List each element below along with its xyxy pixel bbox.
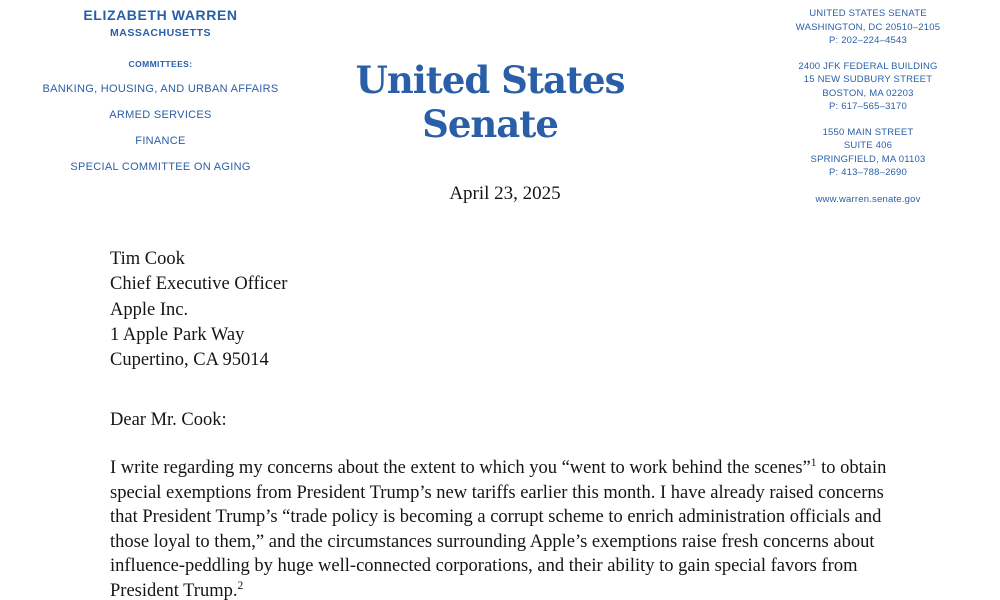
committee-item: FINANCE [135, 135, 186, 147]
letter-date: April 23, 2025 [449, 183, 561, 204]
address-line: BOSTON, MA 02203 [822, 87, 914, 99]
committee-item: SPECIAL COMMITTEE ON AGING [70, 161, 251, 173]
committees-label: COMMITTEES: [128, 59, 193, 69]
address-line: SPRINGFIELD, MA 01103 [810, 153, 926, 165]
recipient-city: Cupertino, CA 95014 [110, 350, 269, 371]
office-address-boston [758, 60, 978, 114]
address-line: SUITE 406 [843, 140, 893, 151]
committee-item: ARMED SERVICES [109, 109, 212, 121]
address-line: P: 413–788–2690 [828, 167, 908, 178]
recipient-name: Tim Cook [110, 249, 185, 269]
committee-item: BANKING, HOUSING, AND URBAN AFFAIRS [42, 83, 279, 95]
letterhead-left-column [28, 7, 293, 173]
senator-name: ELIZABETH WARREN [83, 7, 238, 23]
footnote-marker-2: 2 [237, 579, 244, 592]
address-line: 2400 JFK FEDERAL BUILDING [798, 60, 938, 72]
senator-state: MASSACHUSETTS [109, 27, 211, 39]
recipient-company: Apple Inc. [110, 299, 189, 320]
body-paragraph [110, 456, 902, 600]
office-address-dc [758, 7, 978, 48]
address-line: P: 202–224–4543 [828, 35, 908, 46]
recipient-title: Chief Executive Officer [110, 274, 288, 295]
address-line: P: 617–565–3170 [828, 101, 908, 112]
address-line: UNITED STATES SENATE [809, 8, 927, 19]
address-line: 15 NEW SUDBURY STREET [803, 74, 933, 85]
address-line: 1550 MAIN STREET [822, 126, 914, 138]
senate-masthead-title: United States Senate [355, 58, 625, 146]
letterhead-right-column [758, 7, 978, 206]
recipient-address-block [110, 247, 287, 373]
body-text-part1: I write regarding my concerns about the extent to which you “went to work behind the scenes” [110, 458, 811, 478]
recipient-street: 1 Apple Park Way [110, 324, 245, 345]
body-text-part2: to obtain special exemptions from President Trump’s new tariffs earlier this month. I have already raised concerns that President Trump’s “trade policy is becoming a corrupt scheme to enrich administration officials and those loyal to them,” and the circumstances surrounding Apple’s exemptions raise fresh concerns about influence-peddling by huge well-connected corporations, and their ability to gain special favors from President Trump. [110, 458, 887, 600]
address-line: WASHINGTON, DC 20510–2105 [795, 21, 941, 33]
office-address-springfield [758, 126, 978, 180]
website-link[interactable]: www.warren.senate.gov [815, 193, 921, 205]
salutation: Dear Mr. Cook: [110, 410, 227, 430]
footnote-marker-1: 1 [810, 456, 817, 469]
